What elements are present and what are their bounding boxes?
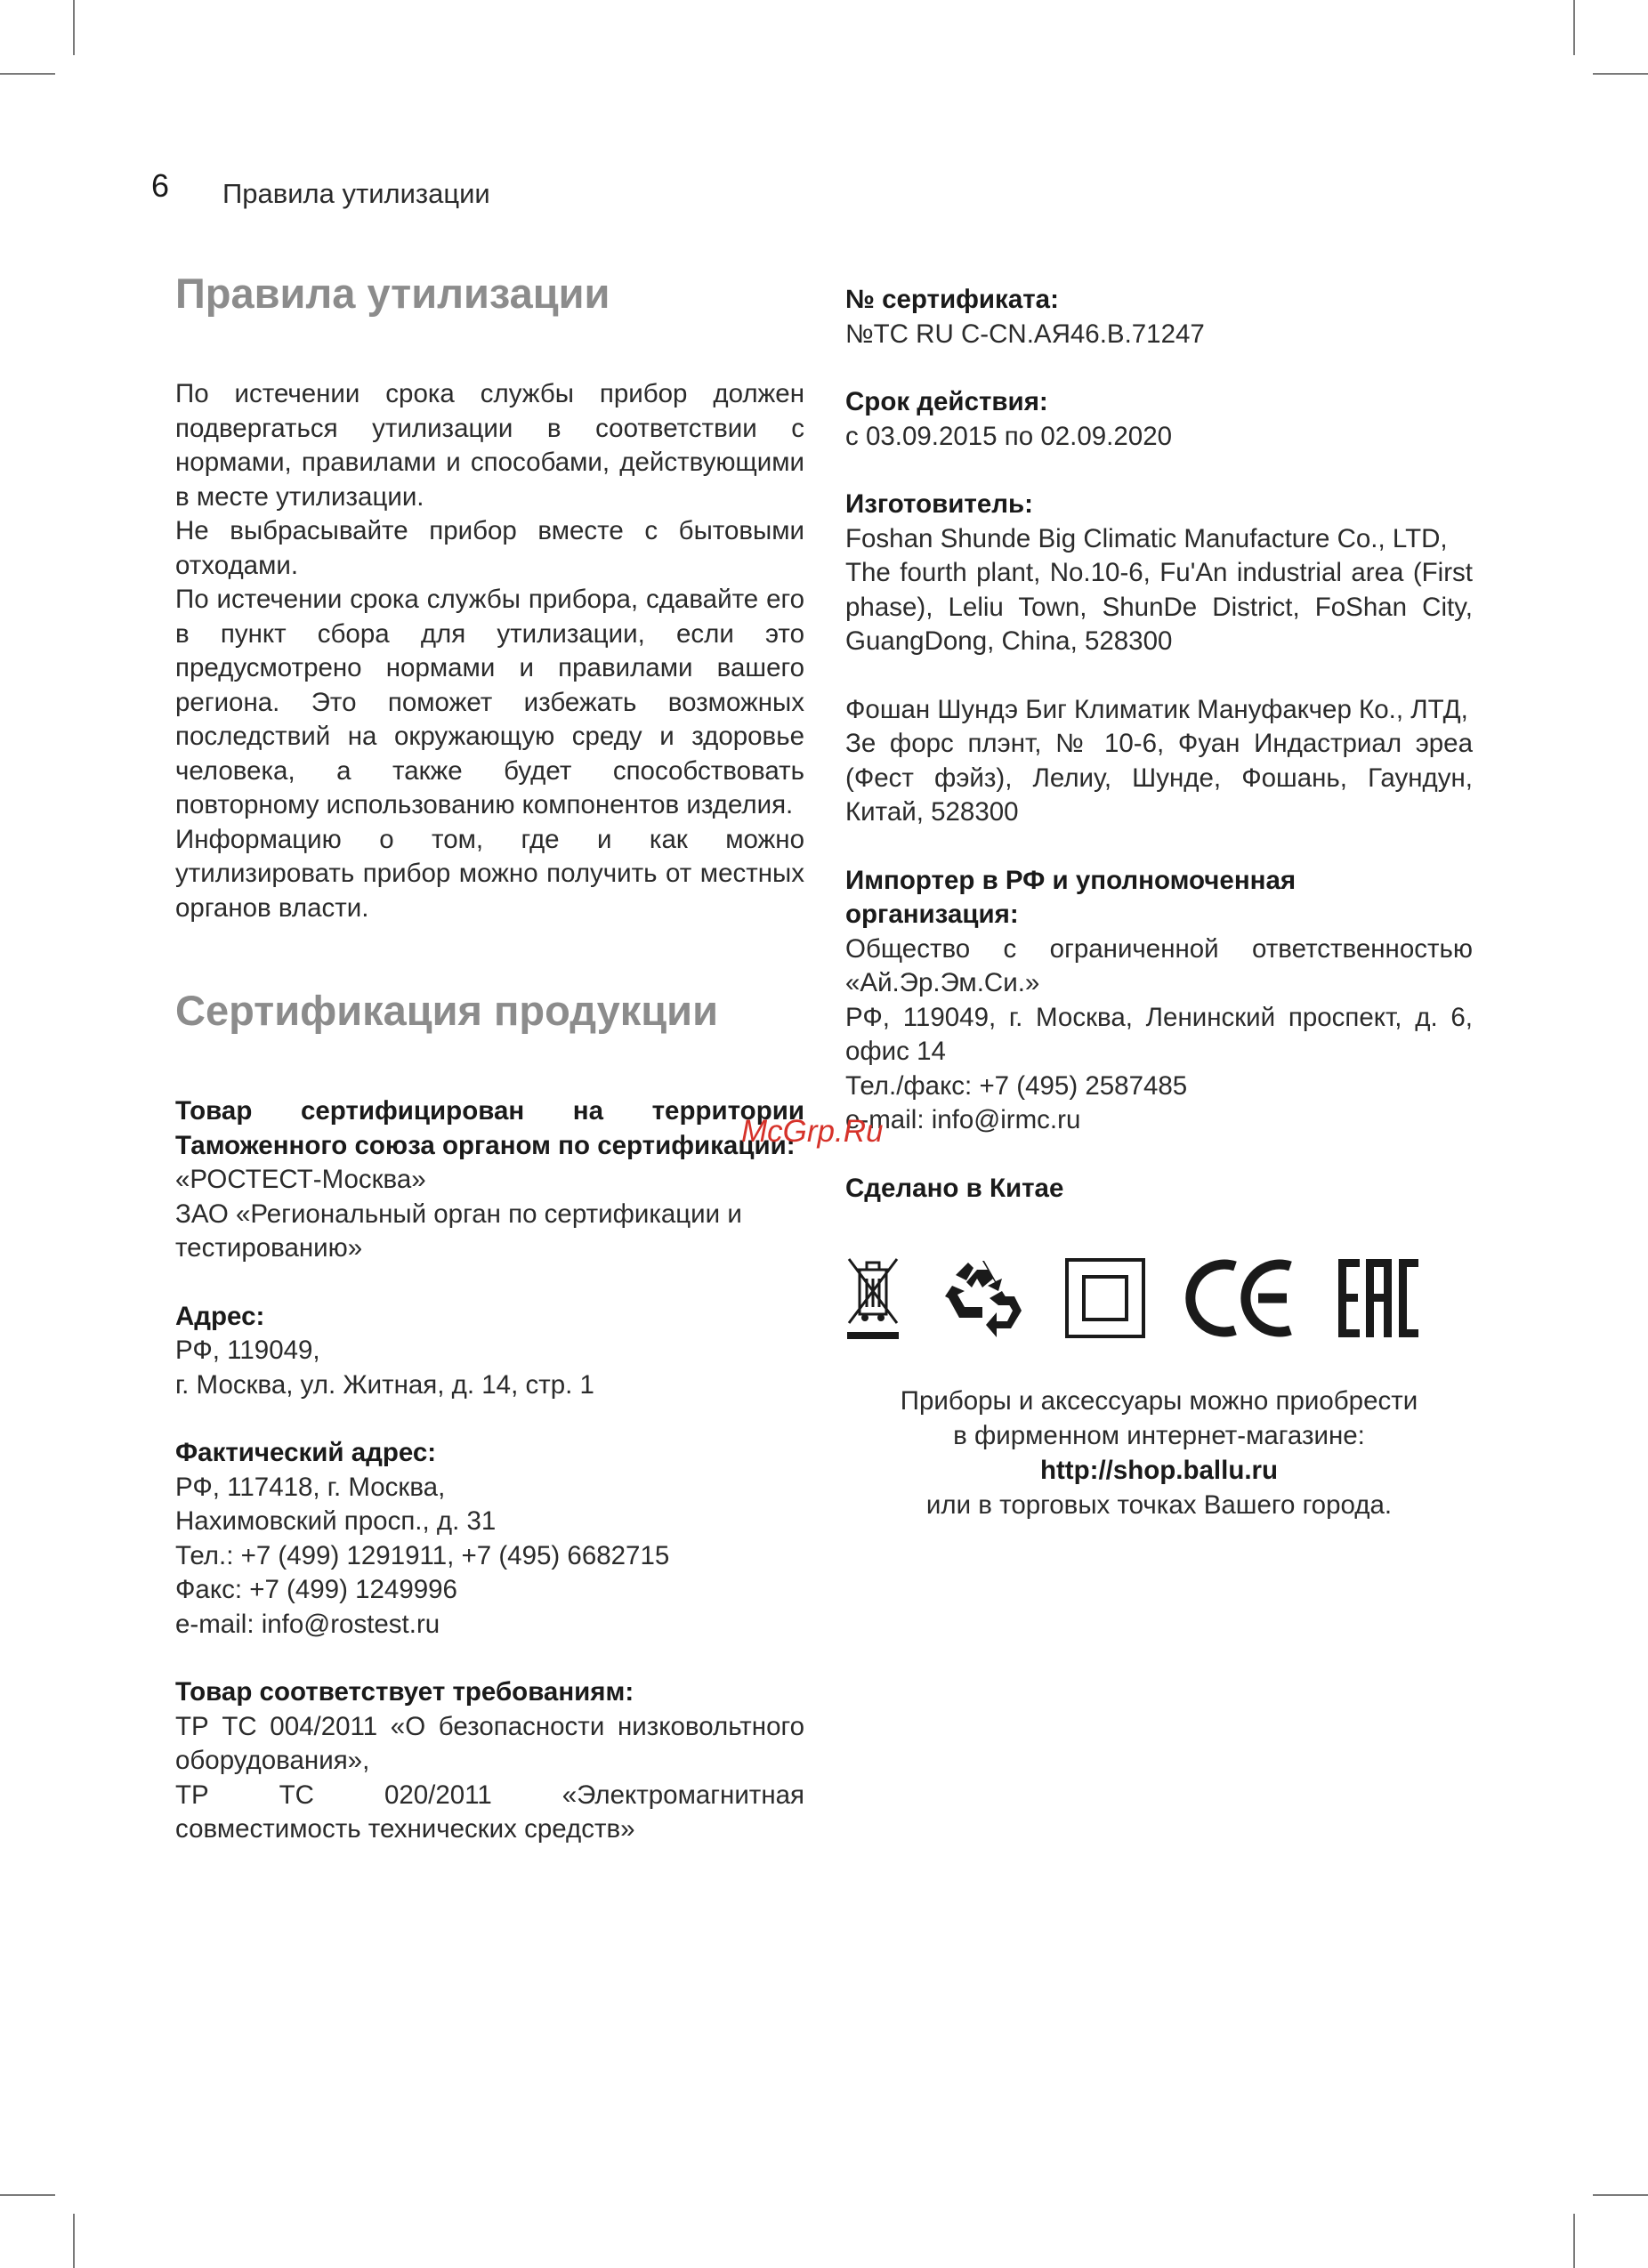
importer-name: Общество с ограниченной ответственностью «Ай.Эр.Эм.Си.» [845, 933, 1473, 997]
address-line: РФ, 119049, [175, 1336, 320, 1365]
address-line: г. Москва, ул. Житная, д. 14, стр. 1 [175, 1369, 594, 1400]
actual-phone: Тел.: +7 (499) 1291911, +7 (495) 6682715 [175, 1540, 670, 1570]
crop-mark [1573, 0, 1575, 55]
requirement-item: ТР ТС 020/2011 «Электромагнитная совместимость технических средств» [175, 1780, 804, 1844]
manufacturer-ru-address: Зе форс плэнт, № 10-6, Фуан Индастриал эреа (Фест фэйз), Лелиу, Шунде, Фошань, Гаундун, Китай, 528300 [845, 729, 1473, 827]
made-in: Сделано в Китае [845, 1173, 1064, 1203]
crop-mark [1593, 73, 1648, 75]
actual-address-heading: Фактический адрес: [175, 1438, 437, 1467]
address-heading: Адрес: [175, 1301, 265, 1331]
crop-mark [1573, 2214, 1575, 2268]
certified-heading: Товар сертифицирован на территории Таможенного союза органом по сертификации: [175, 1096, 804, 1160]
validity-heading: Срок действия: [845, 387, 1048, 416]
shop-url-link[interactable]: http://shop.ballu.ru [1039, 1456, 1279, 1485]
manufacturer-ru-name: Фошан Шундэ Биг Климатик Мануфакчер Ко., ЛТД, [845, 694, 1468, 724]
actual-address-line: Нахимовский просп., д. 31 [175, 1506, 497, 1536]
certifier-name: «РОСТЕСТ-Москва» [175, 1165, 426, 1194]
crop-mark [0, 73, 55, 75]
actual-email: e-mail: info@rostest.ru [175, 1609, 440, 1639]
watermark: McGrp.Ru [741, 1114, 884, 1149]
weee-bin-icon [845, 1255, 901, 1341]
disposal-paragraph: По истечении срока службы прибор должен подвергаться утилизации в соответствии с нормами, правилами и способами, действующими в месте утилизации. [175, 379, 804, 512]
shop-info [845, 1384, 1473, 1522]
disposal-paragraph: Не выбрасывайте прибор вместе с бытовыми отходами. [175, 516, 804, 580]
actual-address-line: РФ, 117418, г. Москва, [175, 1472, 446, 1502]
page-number: 6 [151, 167, 170, 204]
eac-mark-icon [1337, 1257, 1420, 1339]
crop-mark [1593, 2194, 1648, 2196]
cert-number-heading: № сертификата: [845, 285, 1059, 314]
manufacturer-en-address: The fourth plant, No.10-6, Fu'An industrial area (First phase), Leliu Town, ShunDe District, FoShan City, GuangDong, China, 528300 [845, 558, 1473, 656]
crop-mark [73, 0, 75, 55]
disposal-title: Правила утилизации [175, 270, 610, 317]
shop-line: Приборы и аксессуары можно приобрести [900, 1386, 1418, 1416]
running-title: Правила утилизации [222, 178, 490, 209]
manufacturer-heading: Изготовитель: [845, 489, 1033, 519]
disposal-paragraph: Информацию о том, где и как можно утилизировать прибор можно получить от местных органов власти. [175, 824, 804, 923]
certifier-org: ЗАО «Региональный орган по сертификации и тестированию» [175, 1199, 742, 1263]
importer-phone: Тел./факс: +7 (495) 2587485 [845, 1070, 1188, 1101]
disposal-paragraph: По истечении срока службы прибора, сдавайте его в пункт сбора для утилизации, если это предусмотрено нормами и правилами вашего региона. Это поможет избежать возможных последствий на окружающую среду и здоровье человека, а также будет способствовать повторному использованию компонентов изделия. [175, 585, 804, 819]
importer-email: e-mail: info@irmc.ru [845, 1105, 1081, 1134]
importer-heading: Импортер в РФ и уполномоченная организация: [845, 865, 1297, 929]
ce-mark-icon [1185, 1257, 1297, 1339]
shop-line: в фирменном интернет-магазине: [953, 1421, 1365, 1450]
double-insulation-icon [1064, 1257, 1146, 1339]
right-column [845, 283, 1473, 1522]
shop-line: или в торговых точках Вашего города. [925, 1490, 1393, 1520]
left-column [175, 267, 804, 1847]
crop-mark [73, 2214, 75, 2268]
actual-fax: Факс: +7 (499) 1249996 [175, 1575, 457, 1604]
certification-marks [845, 1254, 1473, 1343]
recycle-icon [940, 1255, 1025, 1341]
certification-title: Сертификация продукции [175, 987, 718, 1034]
requirement-item: ТР ТС 004/2011 «О безопасности низковольтного оборудования», [175, 1711, 804, 1775]
manufacturer-en-name: Foshan Shunde Big Climatic Manufacture Co., LTD, [845, 523, 1448, 553]
crop-mark [0, 2194, 55, 2196]
importer-address: РФ, 119049, г. Москва, Ленинский проспект, д. 6, офис 14 [845, 1002, 1473, 1066]
validity-period: с 03.09.2015 по 02.09.2020 [845, 421, 1173, 451]
requirements-heading: Товар соответствует требованиям: [175, 1677, 634, 1707]
cert-number: №TC RU C-CN.АЯ46.В.71247 [845, 319, 1205, 349]
